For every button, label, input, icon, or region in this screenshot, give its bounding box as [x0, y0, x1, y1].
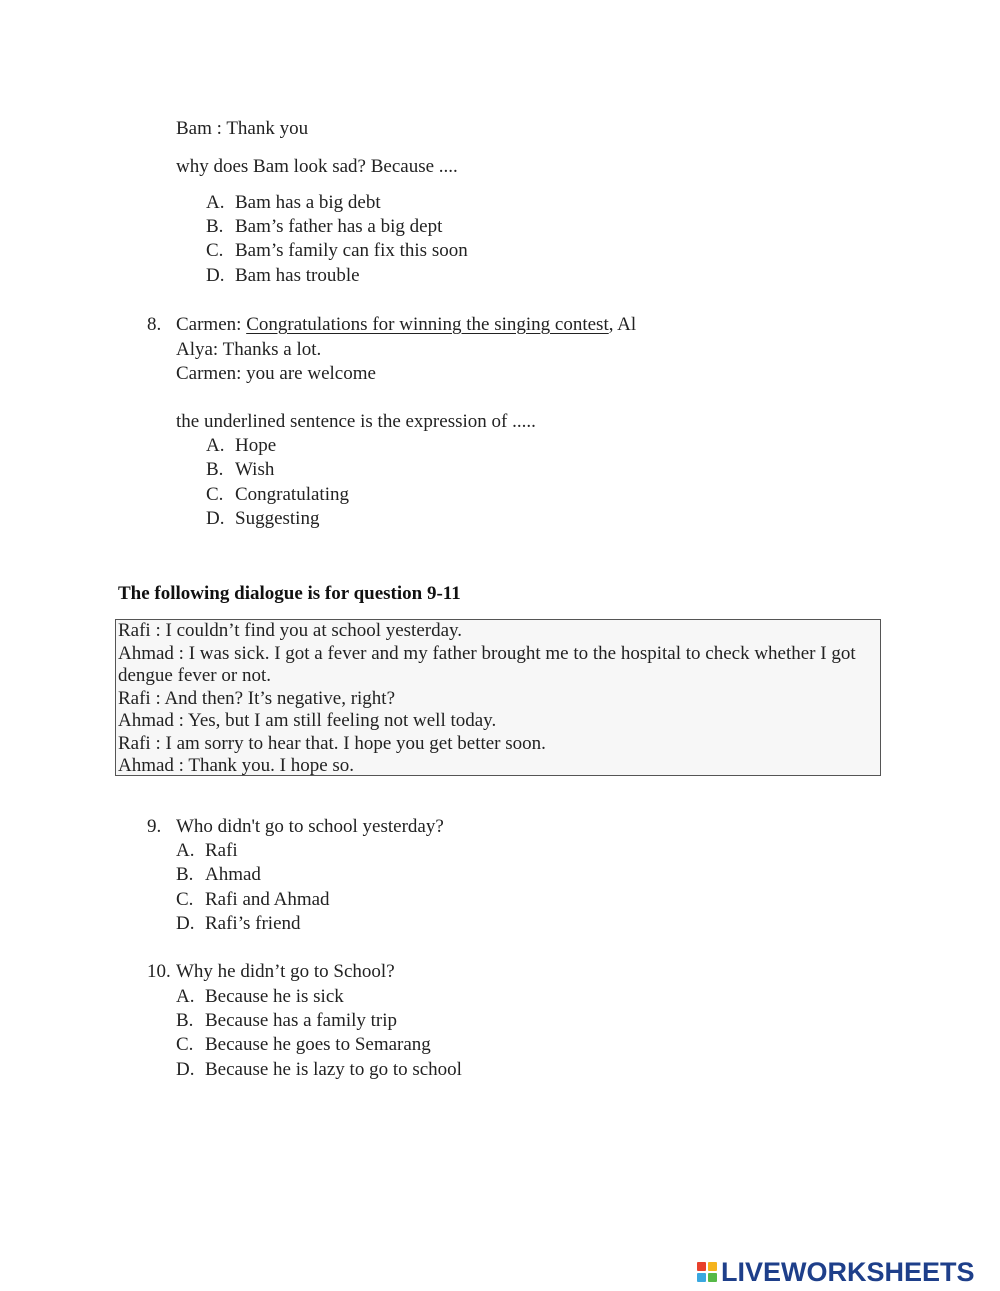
dialogue-line: Ahmad : I was sick. I got a fever and my father brought me to the hospital to check whether I got: [118, 643, 856, 664]
q10-question: [147, 960, 395, 984]
question-number: 10.: [147, 961, 171, 982]
question-text: Why he didn’t go to School?: [176, 961, 395, 982]
option-text: Because he is sick: [205, 986, 344, 1007]
dialogue-line: Rafi : I couldn’t find you at school yesterday.: [118, 620, 463, 641]
option-text: Bam’s family can fix this soon: [235, 240, 468, 261]
option-text: Rafi’s friend: [205, 913, 301, 934]
option-text: Bam’s father has a big dept: [235, 216, 443, 237]
option-text: Bam has trouble: [235, 265, 360, 286]
q8-line1: [147, 313, 636, 337]
option-letter: C.: [206, 484, 224, 505]
option-letter: B.: [206, 459, 224, 480]
option-letter: D.: [176, 1059, 195, 1080]
q8-option-c[interactable]: [206, 483, 349, 507]
option-letter: A.: [176, 840, 195, 861]
option-text: Wish: [235, 459, 275, 480]
option-text: Suggesting: [235, 508, 320, 529]
option-text: Rafi: [205, 840, 238, 861]
option-text: Hope: [235, 435, 277, 456]
option-text: Rafi and Ahmad: [205, 889, 330, 910]
dialogue-line: Ahmad : Yes, but I am still feeling not well today.: [118, 710, 497, 731]
dialogue-line: Ahmad : Thank you. I hope so.: [118, 755, 355, 776]
q9-option-b[interactable]: [176, 863, 261, 887]
q7-option-c[interactable]: [206, 239, 468, 263]
option-letter: D.: [176, 913, 195, 934]
option-letter: A.: [206, 192, 225, 213]
q7-question: why does Bam look sad? Because ....: [176, 156, 458, 177]
option-text: Because he is lazy to go to school: [205, 1059, 462, 1080]
q7-dialogue-line: Bam : Thank you: [176, 118, 309, 139]
option-letter: B.: [176, 1010, 194, 1031]
q10-option-a[interactable]: [176, 985, 344, 1009]
option-letter: A.: [206, 435, 225, 456]
option-text: Bam has a big debt: [235, 192, 381, 213]
q7-option-b[interactable]: [206, 215, 442, 239]
option-text: Ahmad: [205, 864, 261, 885]
q7-option-a[interactable]: [206, 191, 381, 215]
q10-option-d[interactable]: [176, 1058, 462, 1082]
option-letter: D.: [206, 265, 225, 286]
option-letter: D.: [206, 508, 225, 529]
q8-line1-suffix: , Al: [608, 314, 637, 335]
option-text: Because has a family trip: [205, 1010, 398, 1031]
option-letter: C.: [176, 889, 194, 910]
q8-speaker: Carmen:: [176, 314, 247, 335]
dialogue-box: [115, 619, 881, 776]
q8-option-b[interactable]: [206, 458, 274, 482]
dialogue-line: dengue fever or not.: [118, 665, 271, 686]
q9-option-c[interactable]: [176, 888, 330, 912]
question-number: 8.: [147, 314, 162, 335]
logo-block: [697, 1273, 706, 1282]
option-letter: C.: [206, 240, 224, 261]
q7-option-d[interactable]: [206, 264, 360, 288]
q10-option-b[interactable]: [176, 1009, 397, 1033]
q8-option-d[interactable]: [206, 507, 319, 531]
option-text: Congratulating: [235, 484, 349, 505]
question-number: 9.: [147, 816, 162, 837]
q8-line3: Carmen: you are welcome: [176, 363, 376, 384]
q9-option-a[interactable]: [176, 839, 238, 863]
q8-line2: Alya: Thanks a lot.: [176, 339, 322, 360]
logo-text: LIVEWORKSHEETS: [721, 1256, 975, 1287]
logo-blocks-icon: [697, 1262, 717, 1282]
q8-question: the underlined sentence is the expression of .....: [176, 411, 536, 432]
q8-underlined-sentence: Congratulations for winning the singing contest: [246, 314, 609, 335]
logo-block: [697, 1262, 706, 1271]
logo-block: [708, 1262, 717, 1271]
section-heading: The following dialogue is for question 9-11: [118, 583, 461, 604]
dialogue-line: Rafi : I am sorry to hear that. I hope you get better soon.: [118, 733, 546, 754]
dialogue-line: Rafi : And then? It’s negative, right?: [118, 688, 396, 709]
option-letter: C.: [176, 1034, 194, 1055]
q9-question: [147, 815, 444, 839]
q10-option-c[interactable]: [176, 1033, 431, 1057]
q9-option-d[interactable]: [176, 912, 301, 936]
liveworksheets-logo: [697, 1257, 975, 1287]
logo-block: [708, 1273, 717, 1282]
option-letter: A.: [176, 986, 195, 1007]
q8-option-a[interactable]: [206, 434, 276, 458]
option-text: Because he goes to Semarang: [205, 1034, 431, 1055]
question-text: Who didn't go to school yesterday?: [176, 816, 444, 837]
option-letter: B.: [176, 864, 194, 885]
option-letter: B.: [206, 216, 224, 237]
